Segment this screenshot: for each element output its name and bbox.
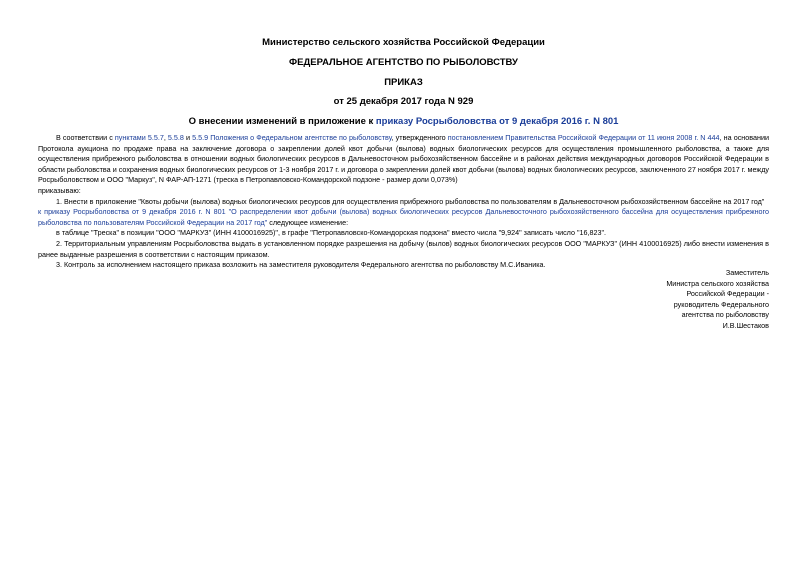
order-801-ref-link[interactable]: к приказу Росрыболовства от 9 декабря 2016 г. N 801 bbox=[38, 207, 226, 217]
agency-heading: ФЕДЕРАЛЬНОЕ АГЕНТСТВО ПО РЫБОЛОВСТВУ bbox=[289, 57, 518, 68]
preamble-text: , на основании Протокола аукциона по продаже права на заключение договора о закреплении долей квот добычи (вылова) водных биологических ресурсов для осуществления промышленного рыболовства, а также для осуществления прибрежного рыболовства в отношении водных биологических ресурсов в Дальневосточном рыбохозяйственном бассейне и в районах действия международных договоров Российской Федерации в области рыболовства и сохранения водных биологических ресурсов от 1-3 ноября 2017 г. и договора о закреплении долей квот добычи (вылова) водных биологических ресурсов, заключенного 27 ноября 2017 г. между Росрыболовством и ООО "Маркуз", N ФАР-АП-1271 (треска в Петропавловско-Командорской подзоне - размер доли 0,073%) bbox=[38, 133, 769, 185]
document-body bbox=[38, 133, 769, 271]
preamble-text: и bbox=[183, 133, 193, 142]
item-1-line: 1. Внести в приложение "Квоты добычи (вылова) водных биологических ресурсов для осуществления прибрежного рыболовства по пользователям в Дальневосточном рыбохозяйственном бассейне на 2017 год" bbox=[56, 196, 765, 206]
preamble-paragraph bbox=[38, 133, 769, 186]
signature-line: руководитель Федерального bbox=[673, 299, 769, 309]
doc-title bbox=[0, 116, 807, 127]
signature-line: Министра сельского хозяйства bbox=[666, 278, 769, 288]
doc-title-text: О внесении изменений в приложение к bbox=[188, 116, 376, 127]
preamble-text: В соответствии с bbox=[56, 133, 115, 142]
signature-line: Заместитель bbox=[725, 268, 769, 277]
government-resolution-link[interactable]: постановлением Правительства Российской Федерации от 11 июня 2008 г. N 444 bbox=[447, 133, 720, 142]
item-1-change: в таблице "Треска" в позиции "ООО "МАРКУЗ" (ИНН 4100016925)", в графе "Петропавловско-Командорская подзона" вместо числа "9,924" записать число "16,823". bbox=[56, 228, 607, 238]
ministry-heading: Министерство сельского хозяйства Российской Федерации bbox=[262, 37, 545, 48]
signer-name: И.В.Шестаков bbox=[722, 320, 769, 330]
item-1-paragraph bbox=[38, 207, 769, 228]
item-1-text: следующее изменение: bbox=[267, 217, 349, 227]
signature-block bbox=[619, 268, 769, 332]
point-558-link[interactable]: 5.5.8 bbox=[167, 133, 184, 142]
item-3-paragraph: 3. Контроль за исполнением настоящего приказа возложить на заместителя руководителя Федерального агентства по рыболовству М.С.Иваника. bbox=[56, 260, 546, 270]
signature-line: Российской Федерации - bbox=[686, 289, 769, 299]
item-2-paragraph: 2. Территориальным управлениям Росрыболовства выдать в установленном порядке разрешения на добычу (вылов) водных биологических ресурсов ООО "МАРКУЗ" (ИНН 4100016925) либо внести изменения в ранее выданные разрешения в соответствии с настоящим приказом. bbox=[38, 238, 769, 259]
order-801-link[interactable]: приказу Росрыболовства от 9 декабря 2016 г. N 801 bbox=[375, 116, 619, 127]
preamble-text: , bbox=[163, 133, 168, 142]
preamble-text: , утвержденного bbox=[391, 133, 448, 142]
doc-type-heading: ПРИКАЗ bbox=[384, 77, 423, 88]
order-word: приказываю: bbox=[38, 185, 81, 195]
regulation-link[interactable]: 5.5.9 Положения о Федеральном агентстве по рыболовству bbox=[192, 133, 392, 142]
date-number-heading: от 25 декабря 2017 года N 929 bbox=[333, 96, 474, 107]
points-557-link[interactable]: пунктами 5.5.7 bbox=[114, 133, 164, 142]
signature-line: агентства по рыболовству bbox=[681, 310, 769, 320]
order-801-title-link[interactable]: "О распределении квот добычи (вылова) водных биологических ресурсов Дальневосточного рыбохозяйственного бассейна для осуществления прибрежного рыболовства по пользователям Российской Федерации на 2017 год" bbox=[38, 207, 769, 227]
